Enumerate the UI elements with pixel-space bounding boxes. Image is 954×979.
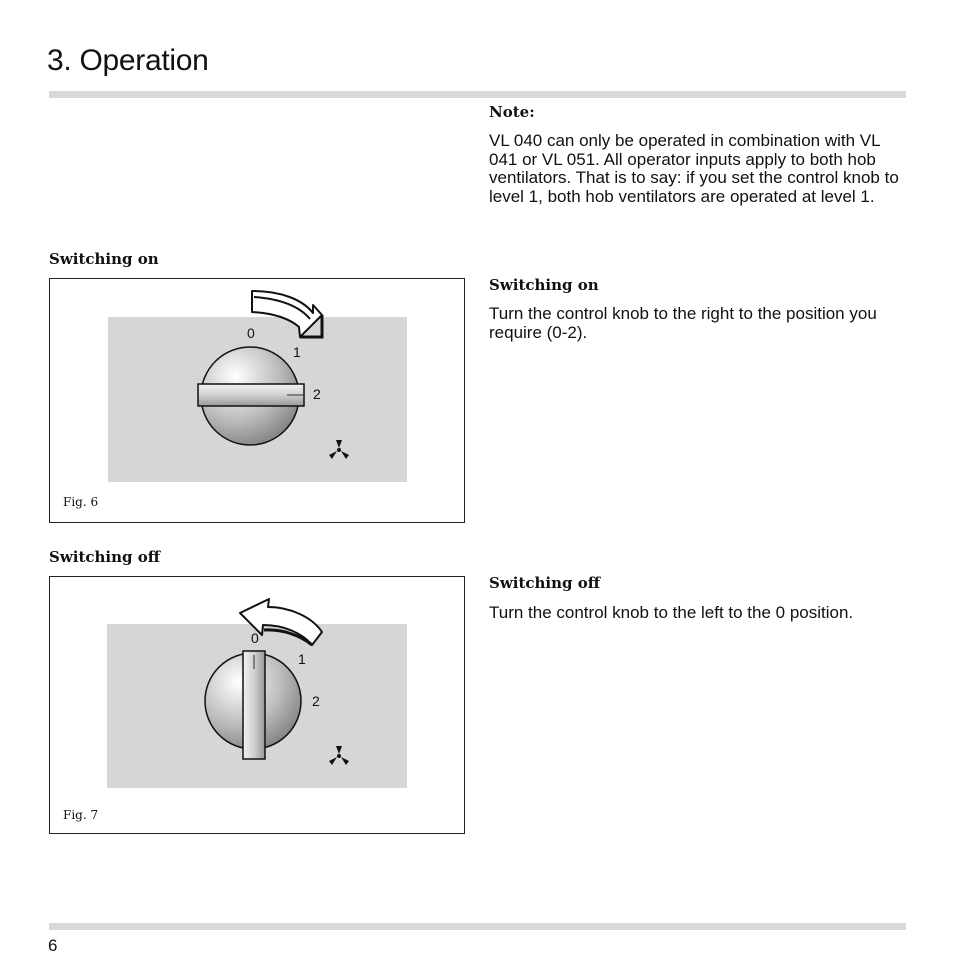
control-knob-icon [205,651,301,759]
footer-rule [49,923,906,930]
switch-off-section-heading: Switching off [49,548,161,566]
page-title: 3. Operation [47,44,209,77]
figure-6-label: Fig. 6 [63,495,99,509]
switch-on-section-heading: Switching on [49,250,159,268]
header-rule [49,91,906,98]
figure-7-illustration [50,577,464,833]
dial-label-0: 0 [247,325,255,341]
control-knob-icon [198,347,304,445]
figure-6-illustration [50,279,464,522]
figure-6 [49,278,465,523]
switch-off-heading: Switching off [489,574,601,592]
dial-label-2: 2 [312,693,320,709]
dial-label-1: 1 [298,651,306,667]
fan-icon [329,440,349,459]
switch-off-text: Turn the control knob to the left to the 0 position. [489,603,854,622]
fan-icon [329,746,349,765]
dial-label-2: 2 [313,386,321,402]
dial-label-1: 1 [293,344,301,360]
switch-on-heading: Switching on [489,276,599,294]
figure-7-label: Fig. 7 [63,808,99,822]
page-number: 6 [48,936,58,955]
figure-7 [49,576,465,834]
dial-label-0: 0 [251,630,259,646]
note-heading: Note: [489,103,535,121]
note-text: VL 040 can only be operated in combination with VL 041 or VL 051. All operator inputs apply to both hob ventilators. That is to say: if you set the control knob to level 1, both hob ventilators are operated at level 1. [489,131,899,206]
clockwise-arrow-icon [252,291,322,337]
switch-on-text: Turn the control knob to the right to the position you require (0-2). [489,304,877,342]
